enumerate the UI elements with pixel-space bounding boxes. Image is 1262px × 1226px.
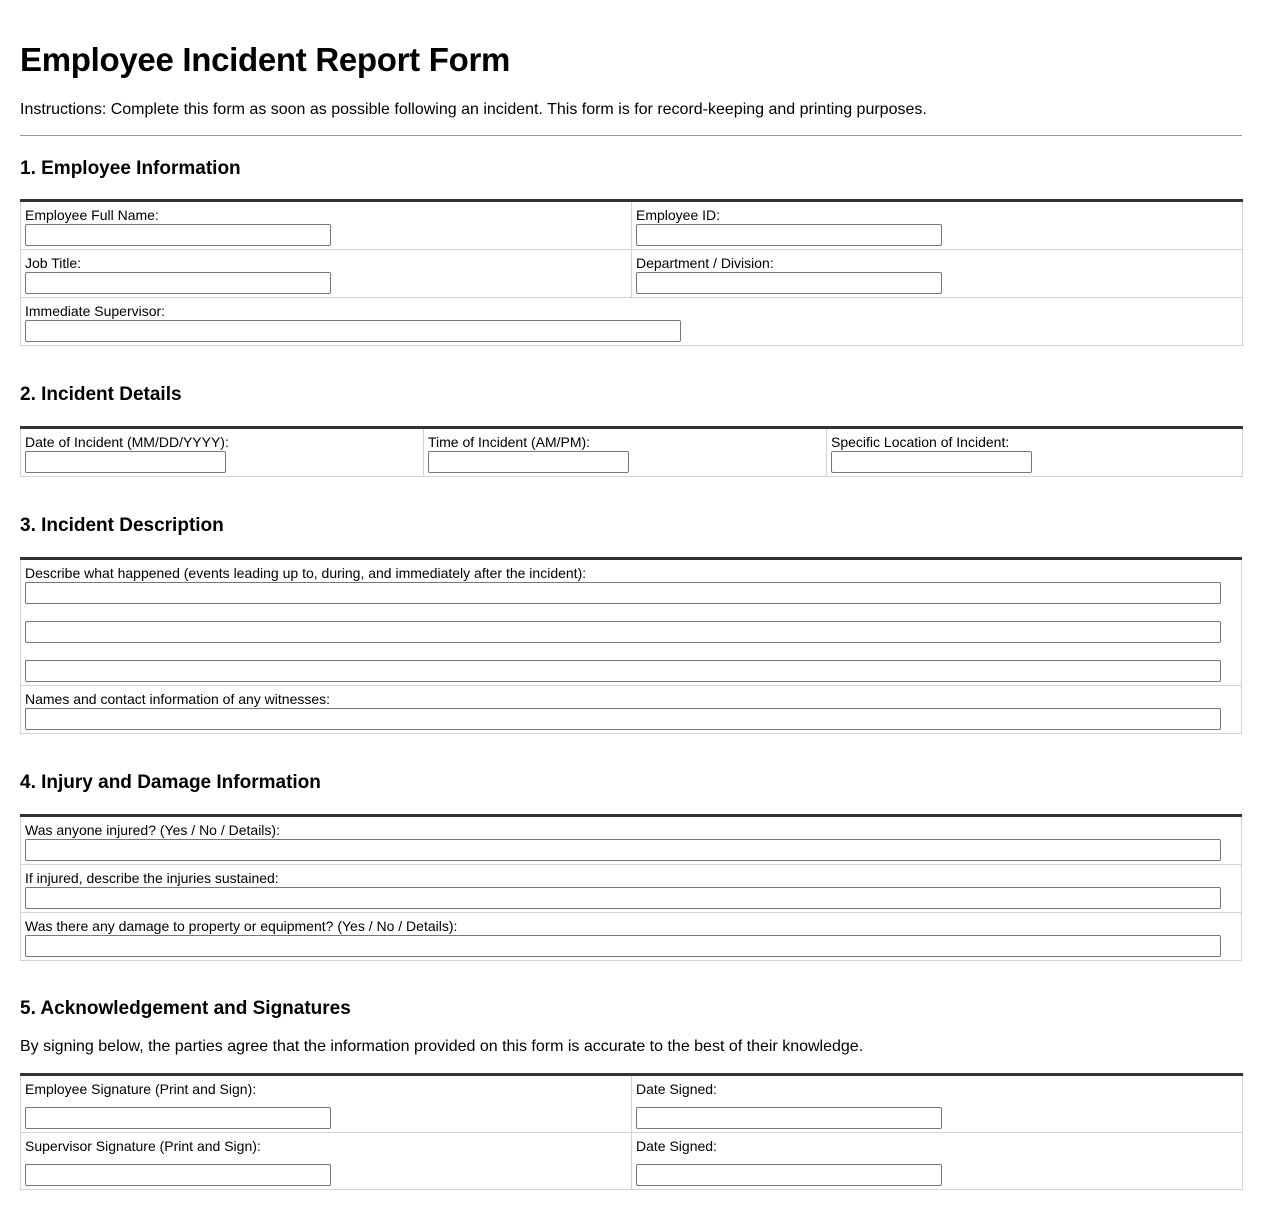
job-title-input[interactable] <box>25 272 331 294</box>
employee-date-cell <box>632 1075 1243 1133</box>
incident-time-input[interactable] <box>428 451 629 473</box>
what-happened-cell <box>21 559 1242 686</box>
employee-name-cell <box>21 201 632 250</box>
injured-cell <box>21 816 1242 865</box>
supervisor-label: Immediate Supervisor: <box>25 303 166 319</box>
table-row <box>21 201 1243 250</box>
table-row <box>21 1075 1243 1133</box>
table-row <box>21 298 1243 346</box>
incident-time-cell <box>424 428 827 477</box>
injuries-input[interactable] <box>25 887 1221 909</box>
signature-statement: By signing below, the parties agree that the information provided on this form is accurate to the best of their knowledge. <box>20 1038 864 1055</box>
incident-date-input[interactable] <box>25 451 226 473</box>
supervisor-date-cell <box>632 1133 1243 1190</box>
employee-signature-label: Employee Signature (Print and Sign): <box>25 1081 257 1097</box>
what-happened-line-2[interactable] <box>25 621 1221 643</box>
employee-name-label: Employee Full Name: <box>25 207 159 223</box>
table-row <box>21 865 1242 913</box>
page-title: Employee Incident Report Form <box>20 41 511 78</box>
employee-id-label: Employee ID: <box>636 207 721 223</box>
witnesses-label: Names and contact information of any witnesses: <box>25 691 331 707</box>
employee-id-input[interactable] <box>636 224 942 246</box>
table-row <box>21 913 1242 961</box>
section-heading-signatures: 5. Acknowledgement and Signatures <box>20 998 351 1019</box>
injuries-label: If injured, describe the injuries sustained: <box>25 870 279 886</box>
section-heading-incident-details: 2. Incident Details <box>20 384 182 405</box>
injuries-cell <box>21 865 1242 913</box>
instructions-text: Instructions: Complete this form as soon as possible following an incident. This form is for record-keeping and printing purposes. <box>20 101 927 118</box>
damage-label: Was there any damage to property or equipment? (Yes / No / Details): <box>25 918 458 934</box>
section-heading-injury: 4. Injury and Damage Information <box>20 772 321 793</box>
employee-date-label: Date Signed: <box>636 1081 717 1097</box>
supervisor-signature-input[interactable] <box>25 1164 331 1186</box>
incident-location-label: Specific Location of Incident: <box>831 434 1010 450</box>
section-heading-description: 3. Incident Description <box>20 515 224 536</box>
supervisor-signature-cell <box>21 1133 632 1190</box>
injury-damage-table <box>20 814 1242 961</box>
supervisor-date-label: Date Signed: <box>636 1138 717 1154</box>
supervisor-date-input[interactable] <box>636 1164 942 1186</box>
signatures-table <box>20 1073 1243 1190</box>
witnesses-input[interactable] <box>25 708 1221 730</box>
damage-cell <box>21 913 1242 961</box>
job-title-label: Job Title: <box>25 255 82 271</box>
supervisor-input[interactable] <box>25 320 681 342</box>
supervisor-cell <box>21 298 1243 346</box>
table-row <box>21 686 1242 734</box>
incident-date-label: Date of Incident (MM/DD/YYYY): <box>25 434 229 450</box>
incident-location-cell <box>827 428 1243 477</box>
divider <box>20 135 1242 136</box>
department-label: Department / Division: <box>636 255 774 271</box>
incident-location-input[interactable] <box>831 451 1032 473</box>
what-happened-line-3[interactable] <box>25 660 1221 682</box>
table-row <box>21 559 1242 686</box>
damage-input[interactable] <box>25 935 1221 957</box>
witnesses-cell <box>21 686 1242 734</box>
employee-info-table <box>20 199 1243 346</box>
table-row <box>21 816 1242 865</box>
injured-input[interactable] <box>25 839 1221 861</box>
supervisor-signature-label: Supervisor Signature (Print and Sign): <box>25 1138 261 1154</box>
incident-description-table <box>20 557 1242 734</box>
what-happened-line-1[interactable] <box>25 582 1221 604</box>
incident-date-cell <box>21 428 424 477</box>
table-row <box>21 1133 1243 1190</box>
employee-signature-input[interactable] <box>25 1107 331 1129</box>
table-row <box>21 428 1243 477</box>
employee-name-input[interactable] <box>25 224 331 246</box>
employee-id-cell <box>632 201 1243 250</box>
what-happened-label: Describe what happened (events leading up to, during, and immediately after the incident): <box>25 565 587 581</box>
department-cell <box>632 250 1243 298</box>
section-heading-employee: 1. Employee Information <box>20 158 241 179</box>
employee-date-input[interactable] <box>636 1107 942 1129</box>
incident-time-label: Time of Incident (AM/PM): <box>428 434 591 450</box>
job-title-cell <box>21 250 632 298</box>
department-input[interactable] <box>636 272 942 294</box>
incident-details-table <box>20 426 1243 477</box>
table-row <box>21 250 1243 298</box>
employee-signature-cell <box>21 1075 632 1133</box>
injured-label: Was anyone injured? (Yes / No / Details): <box>25 822 280 838</box>
